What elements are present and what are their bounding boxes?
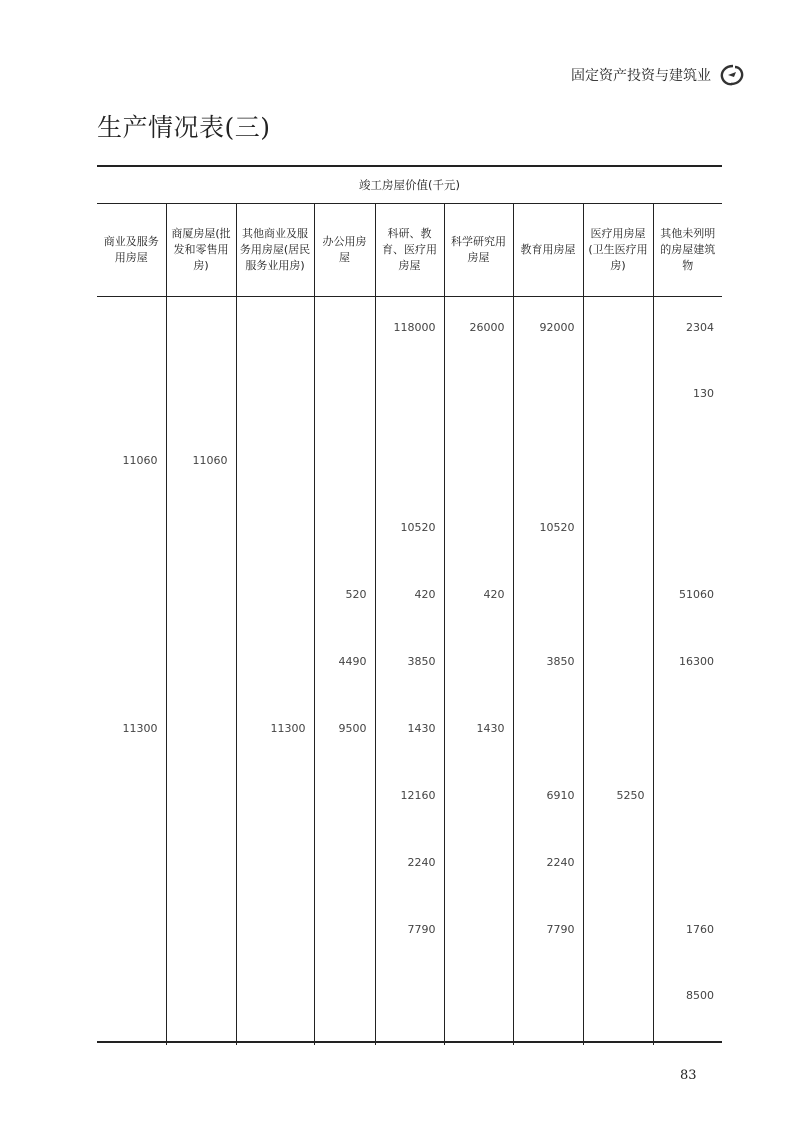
- table-row: [97, 832, 722, 899]
- table-cell: [583, 631, 653, 698]
- table-cell: 520: [314, 564, 375, 631]
- table-cell: [513, 363, 583, 430]
- table-cell: [97, 765, 166, 832]
- table-cell: [236, 564, 314, 631]
- table-cell: [444, 363, 513, 430]
- table-cell: [444, 631, 513, 698]
- table-cell: 92000: [513, 297, 583, 364]
- table-cell: [583, 899, 653, 966]
- table-row: [97, 564, 722, 631]
- col-header-other-buildings: 其他未列明的房屋建筑物: [653, 204, 722, 297]
- table-cell: [653, 698, 722, 765]
- table-cell: [583, 430, 653, 497]
- table-cell: [314, 899, 375, 966]
- table-cell: [97, 564, 166, 631]
- table-cell: [97, 363, 166, 430]
- data-table: [97, 167, 722, 1045]
- table-row: [97, 297, 722, 364]
- table-row: [97, 965, 722, 1045]
- table-cell: [513, 564, 583, 631]
- section-logo-icon: [719, 64, 745, 86]
- table-cell: 11060: [97, 430, 166, 497]
- table-row: [97, 363, 722, 430]
- table-row: [97, 631, 722, 698]
- table-cell: [513, 698, 583, 765]
- page-title: 生产情况表(三): [97, 113, 271, 142]
- table-cell: 4490: [314, 631, 375, 698]
- data-table-container: [97, 167, 722, 1045]
- table-cell: 12160: [375, 765, 444, 832]
- table-cell: [583, 564, 653, 631]
- table-cell: [236, 899, 314, 966]
- table-row: [97, 899, 722, 966]
- table-cell: [653, 497, 722, 564]
- table-cell: 118000: [375, 297, 444, 364]
- table-row: [97, 497, 722, 564]
- table-cell: [444, 899, 513, 966]
- table-cell: [166, 297, 236, 364]
- table-cell: [97, 631, 166, 698]
- table-cell: [375, 965, 444, 1045]
- table-cell: [236, 497, 314, 564]
- table-cell: [314, 965, 375, 1045]
- table-cell: [236, 832, 314, 899]
- table-cell: 10520: [375, 497, 444, 564]
- table-cell: [97, 297, 166, 364]
- table-cell: [513, 965, 583, 1045]
- table-cell: [97, 965, 166, 1045]
- table-cell: [444, 430, 513, 497]
- col-header-research-education-medical: 科研、教育、医疗用房屋: [375, 204, 444, 297]
- col-header-retail-buildings: 商厦房屋(批发和零售用房): [166, 204, 236, 297]
- table-cell: [583, 497, 653, 564]
- table-cell: [97, 497, 166, 564]
- table-bottom-rule: [97, 1041, 722, 1043]
- table-cell: [166, 765, 236, 832]
- table-row: [97, 430, 722, 497]
- table-cell: [166, 363, 236, 430]
- table-cell: [166, 497, 236, 564]
- table-cell: 420: [375, 564, 444, 631]
- table-cell: [236, 430, 314, 497]
- table-cell: 7790: [375, 899, 444, 966]
- table-cell: 2240: [375, 832, 444, 899]
- table-cell: 1760: [653, 899, 722, 966]
- table-cell: 10520: [513, 497, 583, 564]
- table-cell: [444, 765, 513, 832]
- table-cell: 3850: [513, 631, 583, 698]
- table-cell: 7790: [513, 899, 583, 966]
- table-cell: [583, 832, 653, 899]
- col-header-research: 科学研究用房屋: [444, 204, 513, 297]
- table-cell: [653, 430, 722, 497]
- table-cell: 1430: [444, 698, 513, 765]
- table-cell: [583, 965, 653, 1045]
- table-cell: [314, 297, 375, 364]
- table-cell: 1430: [375, 698, 444, 765]
- table-row: [97, 698, 722, 765]
- table-cell: [314, 765, 375, 832]
- table-cell: [236, 965, 314, 1045]
- table-cell: 11060: [166, 430, 236, 497]
- col-header-commercial-service: 商业及服务用房屋: [97, 204, 166, 297]
- table-cell: [166, 631, 236, 698]
- table-cell: [236, 363, 314, 430]
- table-cell: [97, 832, 166, 899]
- col-header-medical: 医疗用房屋(卫生医疗用房): [583, 204, 653, 297]
- table-cell: [166, 832, 236, 899]
- table-cell: 8500: [653, 965, 722, 1045]
- table-cell: 420: [444, 564, 513, 631]
- table-cell: [314, 430, 375, 497]
- table-cell: [314, 832, 375, 899]
- table-cell: [375, 363, 444, 430]
- page-number: 83: [680, 1068, 697, 1083]
- table-cell: [166, 899, 236, 966]
- table-cell: 11300: [236, 698, 314, 765]
- table-cell: 16300: [653, 631, 722, 698]
- table-cell: [314, 363, 375, 430]
- table-cell: 2304: [653, 297, 722, 364]
- table-cell: [97, 899, 166, 966]
- table-cell: [375, 430, 444, 497]
- table-cell: [166, 698, 236, 765]
- table-cell: [444, 832, 513, 899]
- super-header: 竣工房屋价值(千元): [97, 167, 722, 204]
- table-cell: [236, 297, 314, 364]
- table-cell: 26000: [444, 297, 513, 364]
- table-cell: 2240: [513, 832, 583, 899]
- table-cell: [653, 765, 722, 832]
- table-cell: 5250: [583, 765, 653, 832]
- table-cell: [583, 363, 653, 430]
- table-cell: 51060: [653, 564, 722, 631]
- table-cell: [236, 631, 314, 698]
- table-cell: [444, 497, 513, 564]
- table-cell: 6910: [513, 765, 583, 832]
- col-header-office: 办公用房屋: [314, 204, 375, 297]
- table-cell: 9500: [314, 698, 375, 765]
- table-cell: [314, 497, 375, 564]
- table-cell: [513, 430, 583, 497]
- table-cell: [583, 698, 653, 765]
- table-cell: 130: [653, 363, 722, 430]
- col-header-other-commercial: 其他商业及服务用房屋(居民服务业用房): [236, 204, 314, 297]
- table-cell: [583, 297, 653, 364]
- table-cell: [653, 832, 722, 899]
- table-cell: 3850: [375, 631, 444, 698]
- col-header-education: 教育用房屋: [513, 204, 583, 297]
- running-header: [571, 64, 745, 86]
- table-cell: [166, 564, 236, 631]
- table-cell: [166, 965, 236, 1045]
- section-title: 固定资产投资与建筑业: [571, 68, 711, 84]
- table-row: [97, 765, 722, 832]
- table-cell: 11300: [97, 698, 166, 765]
- table-cell: [444, 965, 513, 1045]
- table-cell: [236, 765, 314, 832]
